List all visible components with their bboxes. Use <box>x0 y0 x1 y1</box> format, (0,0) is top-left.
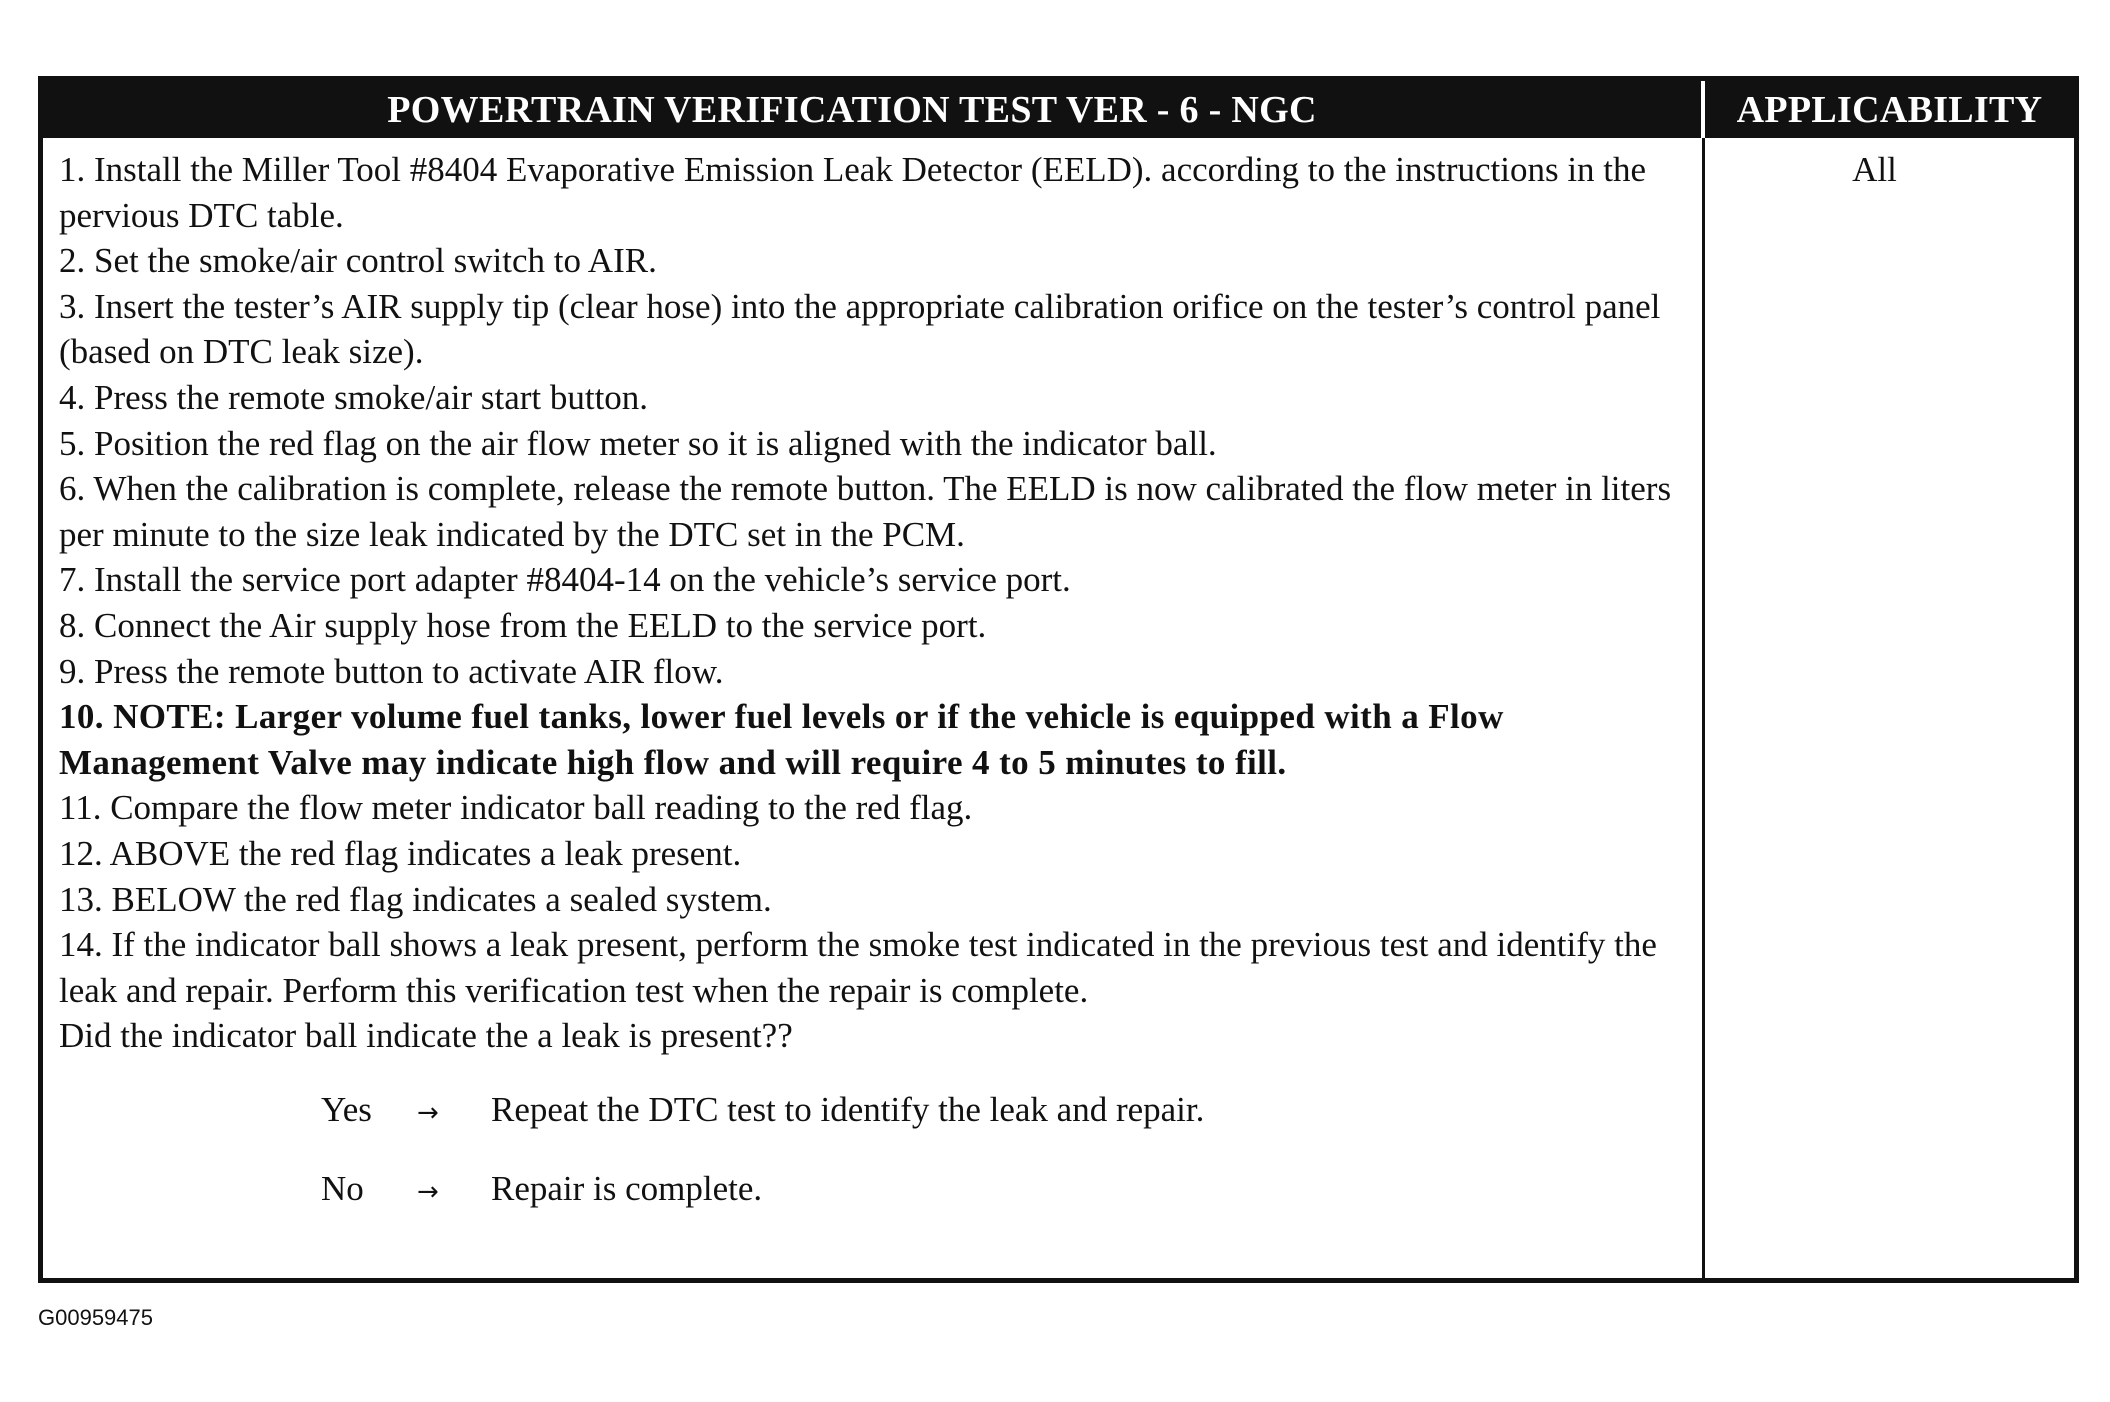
step-13: 13. BELOW the red flag indicates a sealed system. <box>59 879 772 919</box>
step-10-note: 10. NOTE: Larger volume fuel tanks, lower fuel levels or if the vehicle is equipped with a Flow Management Valve may indicate high flow and will require 4 to 5 minutes to fill. <box>59 697 1504 782</box>
test-steps <box>43 138 1705 1278</box>
step-9: 9. Press the remote button to activate AIR flow. <box>59 651 724 691</box>
result-no <box>321 1166 1692 1216</box>
step-5: 5. Position the red flag on the air flow meter so it is aligned with the indicator ball. <box>59 423 1217 463</box>
step-1: 1. Install the Miller Tool #8404 Evaporative Emission Leak Detector (EELD). according to the instructions in the pervious DTC table. <box>59 150 1647 235</box>
step-8: 8. Connect the Air supply hose from the EELD to the service port. <box>59 605 987 645</box>
step-3: 3. Insert the tester’s AIR supply tip (clear hose) into the appropriate calibration orifice on the tester’s control panel (based on DTC leak size). <box>59 286 1661 372</box>
applicability-header: APPLICABILITY <box>1705 81 2074 138</box>
step-7: 7. Install the service port adapter #8404-14 on the vehicle’s service port. <box>59 560 1071 600</box>
right-arrow-icon: → <box>417 1177 439 1208</box>
step-4: 4. Press the remote smoke/air start button. <box>59 377 649 417</box>
step-11: 11. Compare the flow meter indicator ball reading to the red flag. <box>59 788 973 828</box>
right-arrow-icon: → <box>417 1097 439 1128</box>
step-12: 12. ABOVE the red flag indicates a leak present. <box>59 833 742 873</box>
question: Did the indicator ball indicate the a leak is present?? <box>59 1016 793 1056</box>
verification-test-table <box>38 76 2079 1283</box>
step-6: 6. When the calibration is complete, release the remote button. The EELD is now calibrated the flow meter in liters per minute to the size leak indicated by the DTC set in the PCM. <box>59 469 1672 554</box>
table-title: POWERTRAIN VERIFICATION TEST VER - 6 - NGC <box>43 81 1705 138</box>
yes-action: Repeat the DTC test to identify the leak and repair. <box>491 1089 1205 1129</box>
figure-id: G00959475 <box>38 1305 153 1330</box>
result-yes <box>321 1087 1692 1137</box>
step-14: 14. If the indicator ball shows a leak present, perform the smoke test indicated in the previous test and identify the leak and repair. Perform this verification test when the repair is complete. <box>59 925 1657 1010</box>
applicability-value: All <box>1852 150 1897 189</box>
no-action: Repair is complete. <box>491 1169 763 1209</box>
yes-label: Yes <box>321 1089 372 1129</box>
step-2: 2. Set the smoke/air control switch to AIR. <box>59 241 657 281</box>
no-label: No <box>321 1169 364 1209</box>
